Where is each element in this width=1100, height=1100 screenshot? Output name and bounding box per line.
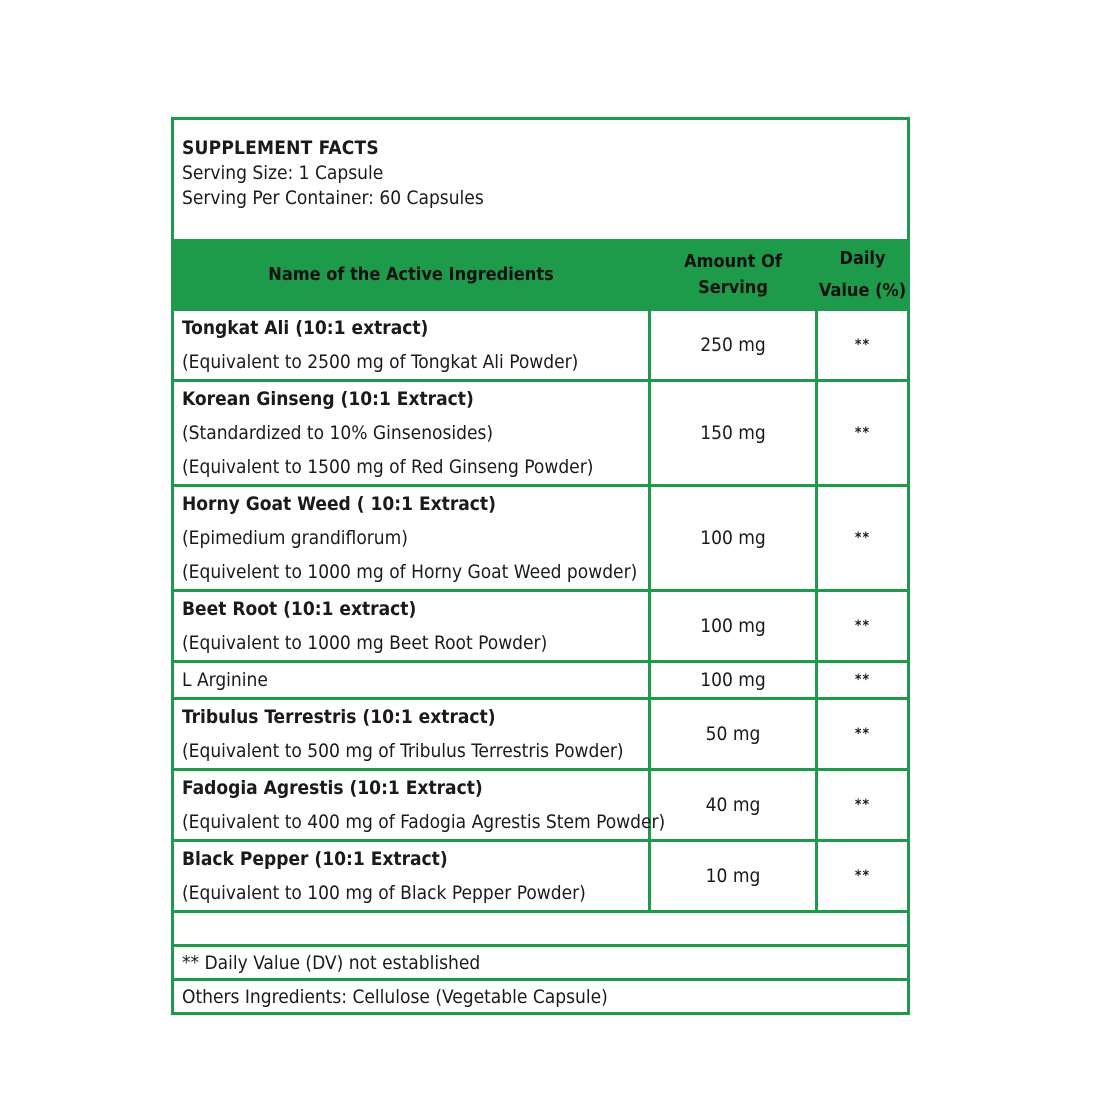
serving-size: Serving Size: 1 Capsule	[182, 162, 384, 184]
ingredient-name: Fadogia Agrestis (10:1 Extract)	[182, 777, 483, 799]
ingredient-amount: 150 mg	[650, 381, 817, 486]
ingredient-row	[173, 699, 909, 770]
other-ingredients: Others Ingredients: Cellulose (Vegetable Capsule)	[173, 980, 909, 1014]
ingredient-cell	[173, 841, 650, 912]
ingredient-name: Korean Ginseng (10:1 Extract)	[182, 388, 474, 410]
ingredient-cell	[173, 770, 666, 841]
facts-header-row	[173, 119, 909, 241]
ingredient-detail: (Equivalent to 400 mg of Fadogia Agrestis Stem Powder)	[182, 811, 666, 833]
column-header-ingredient-label: Name of the Active Ingredients	[268, 264, 554, 285]
ingredient-daily-value: **	[817, 770, 909, 841]
ingredient-detail: (Epimedium grandiflorum)	[182, 527, 408, 549]
servings-per-container: Serving Per Container: 60 Capsules	[182, 187, 484, 209]
ingredient-name: L Arginine	[182, 669, 268, 691]
column-header-ingredient	[173, 241, 650, 310]
column-header-daily-value	[817, 241, 909, 310]
ingredient-amount: 50 mg	[650, 699, 817, 770]
ingredient-detail: (Equivalent to 100 mg of Black Pepper Powder)	[182, 882, 586, 904]
other-ingredients-row	[173, 980, 909, 1014]
ingredient-daily-value: **	[817, 591, 909, 662]
ingredient-row	[173, 486, 909, 591]
ingredient-detail: (Equivalent to 1500 mg of Red Ginseng Powder)	[182, 456, 594, 478]
ingredient-row	[173, 310, 909, 381]
ingredient-amount: 100 mg	[650, 662, 817, 699]
ingredient-detail: (Equivalent to 2500 mg of Tongkat Ali Powder)	[182, 351, 579, 373]
supplement-facts-table	[171, 117, 910, 1015]
column-header-dv-line2: Value (%)	[818, 280, 907, 301]
facts-title: SUPPLEMENT FACTS	[182, 137, 379, 159]
blank-cell	[173, 912, 909, 946]
supplement-facts-panel	[171, 117, 907, 1015]
ingredient-amount: 100 mg	[650, 486, 817, 591]
ingredient-name: Black Pepper (10:1 Extract)	[182, 848, 448, 870]
ingredient-daily-value: **	[817, 699, 909, 770]
ingredient-name: Beet Root (10:1 extract)	[182, 598, 417, 620]
ingredient-row	[173, 381, 909, 486]
ingredient-name: Tongkat Ali (10:1 extract)	[182, 317, 429, 339]
ingredient-cell	[173, 591, 650, 662]
column-header-amount-line1: Amount Of	[684, 251, 782, 272]
ingredient-row	[173, 770, 909, 841]
ingredient-row	[173, 841, 909, 912]
ingredient-detail: (Equivalent to 500 mg of Tribulus Terrestris Powder)	[182, 740, 624, 762]
ingredient-detail: (Equivelent to 1000 mg of Horny Goat Weed powder)	[182, 561, 638, 583]
column-header-row	[173, 241, 909, 310]
ingredient-row	[173, 662, 909, 699]
ingredient-daily-value: **	[817, 381, 909, 486]
ingredient-daily-value: **	[817, 486, 909, 591]
blank-row	[173, 912, 909, 946]
ingredient-detail: (Equivalent to 1000 mg Beet Root Powder)	[182, 632, 548, 654]
column-header-amount	[650, 241, 817, 310]
ingredient-name: Tribulus Terrestris (10:1 extract)	[182, 706, 496, 728]
ingredient-name: Horny Goat Weed ( 10:1 Extract)	[182, 493, 496, 515]
ingredient-amount: 250 mg	[650, 310, 817, 381]
ingredient-detail: (Standardized to 10% Ginsenosides)	[182, 422, 494, 444]
ingredient-daily-value: **	[817, 841, 909, 912]
dv-note: ** Daily Value (DV) not established	[173, 946, 909, 980]
ingredient-cell	[173, 310, 650, 381]
column-header-amount-line2: Serving	[698, 277, 768, 298]
ingredient-cell	[173, 662, 650, 699]
ingredient-daily-value: **	[817, 310, 909, 381]
ingredient-daily-value: **	[817, 662, 909, 699]
ingredient-cell	[173, 486, 650, 591]
ingredient-amount: 10 mg	[650, 841, 817, 912]
dv-note-row	[173, 946, 909, 980]
ingredient-row	[173, 591, 909, 662]
ingredient-cell	[173, 381, 650, 486]
facts-header	[173, 119, 909, 241]
ingredient-amount: 100 mg	[650, 591, 817, 662]
ingredient-cell	[173, 699, 650, 770]
column-header-dv-line1: Daily	[839, 248, 886, 269]
ingredient-amount: 40 mg	[650, 770, 817, 841]
